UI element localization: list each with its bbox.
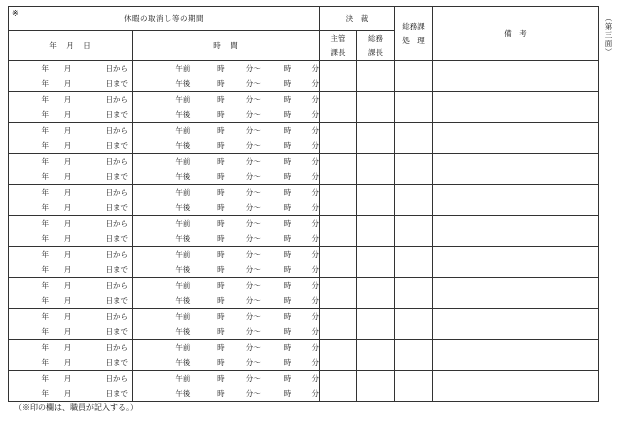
general-header-line1: 総務 [368, 34, 383, 43]
general-approval-cell[interactable] [357, 309, 395, 340]
time-cell[interactable] [133, 92, 320, 123]
date-year-label: 年 [41, 342, 49, 352]
hour-label: 時 [217, 202, 225, 212]
minute-from-label: 分～ [245, 342, 261, 352]
minute-label: 分 [311, 94, 319, 104]
section-processing-cell[interactable] [395, 185, 433, 216]
minute-from-label: 分～ [245, 156, 261, 166]
am-label: 午前 [175, 249, 191, 259]
minute-from-label: 分～ [245, 78, 261, 88]
general-approval-cell[interactable] [357, 61, 395, 92]
section-header-line1: 総務課 [402, 22, 425, 31]
minute-from-label: 分～ [245, 357, 261, 367]
chief-approval-cell[interactable] [320, 340, 357, 371]
time-cell[interactable] [133, 216, 320, 247]
date-year-label: 年 [41, 373, 49, 383]
date-year-label: 年 [41, 233, 49, 243]
hour-label: 時 [217, 125, 225, 135]
time-cell[interactable] [133, 247, 320, 278]
remarks-header: 備 考 [433, 7, 599, 61]
date-cell[interactable] [9, 247, 133, 278]
hour-label: 時 [217, 264, 225, 274]
date-cell[interactable] [9, 123, 133, 154]
minute-from-label: 分～ [245, 388, 261, 398]
date-from-label: 日から [105, 342, 128, 352]
date-month-label: 月 [63, 187, 72, 197]
date-year-label: 年 [41, 218, 49, 228]
general-header [357, 31, 395, 61]
time-cell[interactable] [133, 123, 320, 154]
footnote: （※印の欄は、職員が記入する。） [14, 403, 138, 412]
date-month-label: 月 [63, 125, 72, 135]
hour-label: 時 [217, 109, 225, 119]
pm-label: 午後 [175, 140, 191, 150]
am-label: 午前 [175, 280, 191, 290]
section-processing-cell[interactable] [395, 92, 433, 123]
hour-label: 時 [217, 295, 225, 305]
remarks-cell[interactable] [433, 123, 599, 154]
entry-row [9, 92, 599, 123]
date-month-label: 月 [63, 94, 72, 104]
chief-approval-cell[interactable] [320, 61, 357, 92]
section-processing-cell[interactable] [395, 123, 433, 154]
hour-label: 時 [283, 218, 292, 228]
hour-label: 時 [283, 311, 292, 321]
date-year-label: 年 [41, 109, 49, 119]
section-processing-cell[interactable] [395, 371, 433, 402]
section-processing-cell[interactable] [395, 340, 433, 371]
minute-label: 分 [311, 264, 319, 274]
section-processing-cell[interactable] [395, 216, 433, 247]
date-to-label: 日まで [105, 295, 128, 305]
date-month-label: 月 [63, 109, 72, 119]
minute-label: 分 [311, 280, 319, 290]
minute-label: 分 [311, 342, 319, 352]
chief-header [320, 31, 357, 61]
date-year-label: 年 [41, 187, 49, 197]
remarks-cell[interactable] [433, 92, 599, 123]
chief-approval-cell[interactable] [320, 309, 357, 340]
minute-label: 分 [311, 171, 319, 181]
hour-label: 時 [283, 94, 292, 104]
date-year-label: 年 [41, 280, 49, 290]
date-year-label: 年 [41, 264, 49, 274]
hour-label: 時 [283, 295, 292, 305]
approval-header: 決 裁 [320, 7, 395, 31]
chief-approval-cell[interactable] [320, 185, 357, 216]
minute-label: 分 [311, 357, 319, 367]
time-cell[interactable] [133, 309, 320, 340]
date-month-label: 月 [63, 342, 72, 352]
date-month-label: 月 [63, 156, 72, 166]
date-year-label: 年 [41, 388, 49, 398]
minute-from-label: 分～ [245, 264, 261, 274]
section-processing-cell[interactable] [395, 278, 433, 309]
cancellation-period-form [8, 6, 599, 402]
section-header [395, 7, 433, 61]
minute-from-label: 分～ [245, 280, 261, 290]
time-column-header: 時 間 [133, 31, 320, 61]
remarks-cell[interactable] [433, 247, 599, 278]
date-from-label: 日から [105, 280, 128, 290]
date-from-label: 日から [105, 373, 128, 383]
date-cell[interactable] [9, 278, 133, 309]
general-approval-cell[interactable] [357, 123, 395, 154]
date-cell[interactable] [9, 216, 133, 247]
entry-row [9, 309, 599, 340]
date-to-label: 日まで [105, 388, 128, 398]
minute-label: 分 [311, 233, 319, 243]
general-approval-cell[interactable] [357, 154, 395, 185]
period-title: 休暇の取消し等の期間 [9, 7, 320, 31]
date-cell[interactable] [9, 371, 133, 402]
am-label: 午前 [175, 94, 191, 104]
hour-label: 時 [217, 78, 225, 88]
date-month-label: 月 [63, 373, 72, 383]
date-month-label: 月 [63, 264, 72, 274]
minute-from-label: 分～ [245, 233, 261, 243]
minute-label: 分 [311, 63, 319, 73]
date-cell[interactable] [9, 61, 133, 92]
date-to-label: 日まで [105, 78, 128, 88]
date-month-label: 月 [63, 311, 72, 321]
pm-label: 午後 [175, 264, 191, 274]
hour-label: 時 [283, 78, 292, 88]
date-year-label: 年 [41, 311, 49, 321]
hour-label: 時 [283, 264, 292, 274]
chief-approval-cell[interactable] [320, 371, 357, 402]
hour-label: 時 [217, 233, 225, 243]
minute-label: 分 [311, 125, 319, 135]
pm-label: 午後 [175, 388, 191, 398]
minute-from-label: 分～ [245, 249, 261, 259]
hour-label: 時 [217, 326, 225, 336]
chief-header-line2: 課長 [330, 47, 346, 57]
minute-label: 分 [311, 218, 319, 228]
asterisk-mark: ※ [12, 9, 19, 18]
time-cell[interactable] [133, 340, 320, 371]
remarks-cell[interactable] [433, 278, 599, 309]
am-label: 午前 [175, 311, 191, 321]
date-month-label: 月 [63, 218, 72, 228]
hour-label: 時 [217, 171, 225, 181]
entry-row [9, 61, 599, 92]
date-month-label: 月 [63, 202, 72, 212]
entry-row [9, 278, 599, 309]
date-month-label: 月 [63, 249, 72, 259]
minute-label: 分 [311, 388, 319, 398]
am-label: 午前 [175, 342, 191, 352]
date-year-label: 年 [41, 140, 49, 150]
remarks-cell[interactable] [433, 185, 599, 216]
chief-approval-cell[interactable] [320, 247, 357, 278]
time-cell[interactable] [133, 371, 320, 402]
minute-from-label: 分～ [245, 171, 261, 181]
hour-label: 時 [217, 342, 225, 352]
hour-label: 時 [283, 280, 292, 290]
remarks-cell[interactable] [433, 154, 599, 185]
am-label: 午前 [175, 187, 191, 197]
date-year-label: 年 [41, 249, 49, 259]
minute-label: 分 [311, 140, 319, 150]
date-month-label: 月 [63, 326, 72, 336]
hour-label: 時 [283, 249, 292, 259]
entry-row [9, 247, 599, 278]
entry-row [9, 154, 599, 185]
date-from-label: 日から [105, 187, 128, 197]
minute-label: 分 [311, 249, 319, 259]
pm-label: 午後 [175, 326, 191, 336]
hour-label: 時 [283, 202, 292, 212]
date-from-label: 日から [105, 156, 128, 166]
remarks-cell[interactable] [433, 340, 599, 371]
general-approval-cell[interactable] [357, 340, 395, 371]
hour-label: 時 [217, 218, 225, 228]
minute-label: 分 [311, 311, 319, 321]
section-processing-cell[interactable] [395, 61, 433, 92]
time-cell[interactable] [133, 278, 320, 309]
pm-label: 午後 [175, 109, 191, 119]
date-to-label: 日まで [105, 233, 128, 243]
hour-label: 時 [283, 125, 292, 135]
hour-label: 時 [217, 63, 225, 73]
minute-from-label: 分～ [245, 202, 261, 212]
remarks-cell[interactable] [433, 309, 599, 340]
date-year-label: 年 [41, 357, 49, 367]
pm-label: 午後 [175, 295, 191, 305]
date-year-label: 年 [41, 63, 49, 73]
page-number-label: （第三面） [604, 14, 613, 57]
date-month-label: 月 [63, 140, 72, 150]
hour-label: 時 [217, 140, 225, 150]
hour-label: 時 [283, 342, 292, 352]
date-cell[interactable] [9, 340, 133, 371]
date-to-label: 日まで [105, 264, 128, 274]
date-to-label: 日まで [105, 109, 128, 119]
time-cell[interactable] [133, 154, 320, 185]
hour-label: 時 [283, 63, 292, 73]
minute-from-label: 分～ [245, 140, 261, 150]
am-label: 午前 [175, 373, 191, 383]
remarks-cell[interactable] [433, 216, 599, 247]
section-processing-cell[interactable] [395, 309, 433, 340]
pm-label: 午後 [175, 202, 191, 212]
minute-from-label: 分～ [245, 373, 261, 383]
date-year-label: 年 [41, 78, 49, 88]
minute-from-label: 分～ [245, 63, 261, 73]
chief-approval-cell[interactable] [320, 154, 357, 185]
hour-label: 時 [283, 233, 292, 243]
remarks-cell[interactable] [433, 61, 599, 92]
chief-header-line1: 主管 [330, 34, 346, 43]
hour-label: 時 [217, 187, 225, 197]
hour-label: 時 [217, 388, 225, 398]
minute-label: 分 [311, 326, 319, 336]
date-from-label: 日から [105, 94, 128, 104]
date-to-label: 日まで [105, 357, 128, 367]
minute-from-label: 分～ [245, 187, 261, 197]
general-approval-cell[interactable] [357, 371, 395, 402]
chief-approval-cell[interactable] [320, 123, 357, 154]
hour-label: 時 [217, 156, 225, 166]
pm-label: 午後 [175, 171, 191, 181]
hour-label: 時 [217, 357, 225, 367]
minute-from-label: 分～ [245, 109, 261, 119]
minute-label: 分 [311, 295, 319, 305]
minute-from-label: 分～ [245, 218, 261, 228]
chief-approval-cell[interactable] [320, 216, 357, 247]
minute-label: 分 [311, 202, 319, 212]
minute-from-label: 分～ [245, 326, 261, 336]
general-approval-cell[interactable] [357, 278, 395, 309]
hour-label: 時 [283, 373, 292, 383]
pm-label: 午後 [175, 78, 191, 88]
chief-approval-cell[interactable] [320, 92, 357, 123]
date-month-label: 月 [63, 78, 72, 88]
minute-label: 分 [311, 156, 319, 166]
hour-label: 時 [283, 357, 292, 367]
hour-label: 時 [217, 249, 225, 259]
minute-from-label: 分～ [245, 311, 261, 321]
hour-label: 時 [283, 171, 292, 181]
hour-label: 時 [217, 94, 225, 104]
am-label: 午前 [175, 125, 191, 135]
date-year-label: 年 [41, 171, 49, 181]
hour-label: 時 [283, 326, 292, 336]
pm-label: 午後 [175, 357, 191, 367]
section-header-line2: 処 理 [402, 35, 425, 45]
entry-row [9, 123, 599, 154]
date-from-label: 日から [105, 218, 128, 228]
time-cell[interactable] [133, 185, 320, 216]
date-year-label: 年 [41, 326, 49, 336]
date-year-label: 年 [41, 202, 49, 212]
date-cell[interactable] [9, 92, 133, 123]
hour-label: 時 [283, 109, 292, 119]
hour-label: 時 [283, 388, 292, 398]
date-month-label: 月 [63, 295, 72, 305]
entry-row [9, 340, 599, 371]
entry-row [9, 371, 599, 402]
hour-label: 時 [283, 140, 292, 150]
date-month-label: 月 [63, 171, 72, 181]
minute-from-label: 分～ [245, 295, 261, 305]
hour-label: 時 [217, 280, 225, 290]
general-approval-cell[interactable] [357, 185, 395, 216]
am-label: 午前 [175, 156, 191, 166]
date-month-label: 月 [63, 233, 72, 243]
entry-row [9, 185, 599, 216]
date-month-label: 月 [63, 357, 72, 367]
date-cell[interactable] [9, 309, 133, 340]
general-approval-cell[interactable] [357, 247, 395, 278]
date-to-label: 日まで [105, 140, 128, 150]
entry-row [9, 216, 599, 247]
date-year-label: 年 [41, 94, 49, 104]
minute-label: 分 [311, 78, 319, 88]
section-processing-cell[interactable] [395, 247, 433, 278]
date-year-label: 年 [41, 295, 49, 305]
general-approval-cell[interactable] [357, 216, 395, 247]
minute-label: 分 [311, 373, 319, 383]
date-column-header: 年 月 日 [9, 31, 133, 61]
date-month-label: 月 [63, 280, 72, 290]
date-from-label: 日から [105, 125, 128, 135]
general-header-line2: 課長 [368, 47, 383, 57]
date-cell[interactable] [9, 185, 133, 216]
date-from-label: 日から [105, 249, 128, 259]
date-month-label: 月 [63, 63, 72, 73]
minute-label: 分 [311, 109, 319, 119]
date-year-label: 年 [41, 125, 49, 135]
minute-from-label: 分～ [245, 125, 261, 135]
hour-label: 時 [283, 187, 292, 197]
am-label: 午前 [175, 218, 191, 228]
general-approval-cell[interactable] [357, 92, 395, 123]
date-to-label: 日まで [105, 202, 128, 212]
hour-label: 時 [217, 311, 225, 321]
date-cell[interactable] [9, 154, 133, 185]
section-processing-cell[interactable] [395, 154, 433, 185]
hour-label: 時 [283, 156, 292, 166]
date-to-label: 日まで [105, 171, 128, 181]
date-month-label: 月 [63, 388, 72, 398]
time-cell[interactable] [133, 61, 320, 92]
chief-approval-cell[interactable] [320, 278, 357, 309]
date-from-label: 日から [105, 63, 128, 73]
am-label: 午前 [175, 63, 191, 73]
date-from-label: 日から [105, 311, 128, 321]
date-year-label: 年 [41, 156, 49, 166]
pm-label: 午後 [175, 233, 191, 243]
hour-label: 時 [217, 373, 225, 383]
remarks-cell[interactable] [433, 371, 599, 402]
minute-label: 分 [311, 187, 319, 197]
minute-from-label: 分～ [245, 94, 261, 104]
date-to-label: 日まで [105, 326, 128, 336]
